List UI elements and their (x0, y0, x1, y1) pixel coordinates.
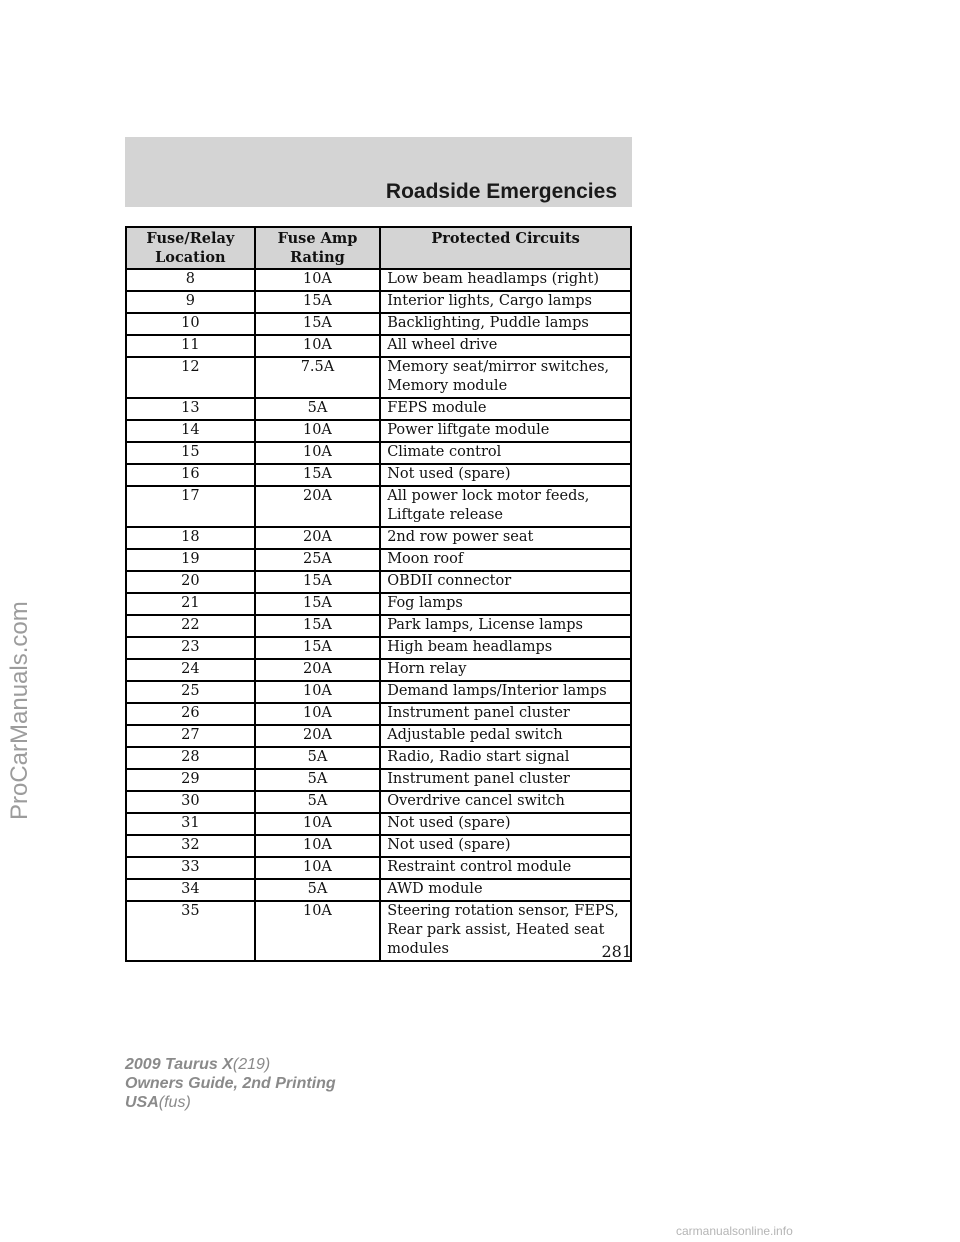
table-row (126, 269, 631, 291)
fuse-amp-rating: 10A (255, 442, 380, 464)
circuit-line: Not used (spare) (387, 466, 511, 482)
fuse-table (125, 226, 632, 962)
fuse-location: 22 (126, 615, 255, 637)
fuse-protected-circuits (380, 335, 631, 357)
fuse-amp-rating: 10A (255, 420, 380, 442)
circuit-line: Climate control (387, 444, 502, 460)
table-row (126, 442, 631, 464)
section-title: Roadside Emergencies (385, 180, 617, 203)
fuse-amp-rating: 15A (255, 291, 380, 313)
fuse-amp-rating: 15A (255, 593, 380, 615)
fuse-protected-circuits (380, 681, 631, 703)
fuse-location: 23 (126, 637, 255, 659)
bottom-watermark: carmanualsonline.info (676, 1224, 793, 1238)
circuit-line: Steering rotation sensor, FEPS, (387, 903, 619, 919)
fuse-protected-circuits (380, 769, 631, 791)
circuit-line: Memory seat/mirror switches, (387, 359, 610, 375)
fuse-protected-circuits (380, 835, 631, 857)
fuse-location: 13 (126, 398, 255, 420)
fuse-location: 19 (126, 549, 255, 571)
fuse-location: 21 (126, 593, 255, 615)
fuse-amp-rating: 5A (255, 791, 380, 813)
fuse-location: 31 (126, 813, 255, 835)
header-circuits-label: Protected Circuits (431, 230, 580, 247)
circuit-line: Fog lamps (387, 595, 463, 611)
table-row (126, 813, 631, 835)
fuse-location: 29 (126, 769, 255, 791)
fuse-amp-rating: 15A (255, 637, 380, 659)
fuse-amp-rating: 5A (255, 879, 380, 901)
page-number: 281 (601, 942, 632, 961)
fuse-amp-rating: 10A (255, 269, 380, 291)
fuse-protected-circuits (380, 269, 631, 291)
fuse-protected-circuits (380, 791, 631, 813)
fuse-location: 8 (126, 269, 255, 291)
circuit-line: Rear park assist, Heated seat (387, 922, 605, 938)
fuse-amp-rating: 10A (255, 901, 380, 961)
fuse-location: 14 (126, 420, 255, 442)
fuse-protected-circuits (380, 747, 631, 769)
fuse-protected-circuits (380, 442, 631, 464)
fuse-table-body (126, 269, 631, 961)
fuse-location: 15 (126, 442, 255, 464)
circuit-line: Liftgate release (387, 507, 503, 523)
footer-line1 (125, 1055, 336, 1074)
fuse-location: 35 (126, 901, 255, 961)
fuse-protected-circuits (380, 703, 631, 725)
fuse-location: 27 (126, 725, 255, 747)
fuse-amp-rating: 15A (255, 615, 380, 637)
table-row (126, 725, 631, 747)
header-location-line2: Location (155, 249, 226, 266)
table-row (126, 681, 631, 703)
circuit-line: Backlighting, Puddle lamps (387, 315, 589, 331)
fuse-amp-rating: 15A (255, 464, 380, 486)
circuit-line: 2nd row power seat (387, 529, 534, 545)
header-amp-line1: Fuse Amp (277, 230, 358, 247)
fuse-protected-circuits (380, 659, 631, 681)
table-row (126, 420, 631, 442)
circuit-line: Low beam headlamps (right) (387, 271, 599, 287)
table-row (126, 335, 631, 357)
table-row (126, 703, 631, 725)
table-row (126, 527, 631, 549)
table-row (126, 769, 631, 791)
fuse-amp-rating: 15A (255, 313, 380, 335)
table-row (126, 659, 631, 681)
fuse-protected-circuits (380, 420, 631, 442)
table-row (126, 291, 631, 313)
circuit-line: Not used (spare) (387, 815, 511, 831)
table-row (126, 857, 631, 879)
fuse-location: 33 (126, 857, 255, 879)
circuit-line: Restraint control module (387, 859, 572, 875)
table-row (126, 901, 631, 961)
fuse-protected-circuits (380, 725, 631, 747)
fuse-amp-rating: 10A (255, 813, 380, 835)
fuse-amp-rating: 5A (255, 747, 380, 769)
fuse-location: 17 (126, 486, 255, 527)
circuit-line: Overdrive cancel switch (387, 793, 565, 809)
fuse-location: 24 (126, 659, 255, 681)
table-row (126, 747, 631, 769)
table-row (126, 398, 631, 420)
fuse-protected-circuits (380, 291, 631, 313)
fuse-location: 28 (126, 747, 255, 769)
table-row (126, 615, 631, 637)
footer-region: USA (125, 1094, 159, 1111)
table-row (126, 571, 631, 593)
circuit-line: OBDII connector (387, 573, 512, 589)
table-row (126, 464, 631, 486)
fuse-amp-rating: 7.5A (255, 357, 380, 398)
footer-printing: Owners Guide, 2nd Printing (125, 1075, 336, 1092)
footer-imprint (125, 1055, 336, 1112)
circuit-line: Instrument panel cluster (387, 771, 570, 787)
circuit-line: AWD module (387, 881, 483, 897)
table-row (126, 486, 631, 527)
circuit-line: FEPS module (387, 400, 487, 416)
fuse-protected-circuits (380, 527, 631, 549)
fuse-location: 26 (126, 703, 255, 725)
circuit-line: All power lock motor feeds, (387, 488, 590, 504)
table-row (126, 879, 631, 901)
fuse-amp-rating: 20A (255, 725, 380, 747)
fuse-location: 34 (126, 879, 255, 901)
fuse-amp-rating: 25A (255, 549, 380, 571)
fuse-protected-circuits (380, 857, 631, 879)
fuse-location: 18 (126, 527, 255, 549)
circuit-line: Memory module (387, 378, 508, 394)
circuit-line: Adjustable pedal switch (387, 727, 563, 743)
footer-model-code: (219) (232, 1056, 271, 1073)
fuse-protected-circuits (380, 593, 631, 615)
fuse-amp-rating: 10A (255, 703, 380, 725)
fuse-amp-rating: 10A (255, 335, 380, 357)
header-amp-line2: Rating (290, 249, 345, 266)
fuse-location: 9 (126, 291, 255, 313)
fuse-protected-circuits (380, 571, 631, 593)
fuse-protected-circuits (380, 549, 631, 571)
table-row (126, 549, 631, 571)
fuse-amp-rating: 5A (255, 769, 380, 791)
fuse-location: 32 (126, 835, 255, 857)
header-amp-rating (255, 227, 380, 269)
fuse-amp-rating: 10A (255, 857, 380, 879)
fuse-amp-rating: 15A (255, 571, 380, 593)
circuit-line: Demand lamps/Interior lamps (387, 683, 607, 699)
fuse-amp-rating: 5A (255, 398, 380, 420)
fuse-protected-circuits (380, 879, 631, 901)
fuse-protected-circuits (380, 357, 631, 398)
fuse-protected-circuits (380, 813, 631, 835)
fuse-amp-rating: 10A (255, 835, 380, 857)
fuse-amp-rating: 20A (255, 659, 380, 681)
side-watermark: ProCarManuals.com (6, 601, 33, 820)
circuit-line: All wheel drive (387, 337, 498, 353)
fuse-protected-circuits (380, 398, 631, 420)
fuse-location: 16 (126, 464, 255, 486)
fuse-location: 11 (126, 335, 255, 357)
header-location (126, 227, 255, 269)
header-location-line1: Fuse/Relay (146, 230, 235, 247)
circuit-line: Not used (spare) (387, 837, 511, 853)
circuit-line: Instrument panel cluster (387, 705, 570, 721)
table-row (126, 835, 631, 857)
circuit-line: Moon roof (387, 551, 464, 567)
fuse-protected-circuits (380, 486, 631, 527)
fuse-location: 20 (126, 571, 255, 593)
circuit-line: Horn relay (387, 661, 467, 677)
fuse-protected-circuits (380, 637, 631, 659)
footer-line3 (125, 1093, 336, 1112)
table-row (126, 593, 631, 615)
fuse-location: 12 (126, 357, 255, 398)
circuit-line: Radio, Radio start signal (387, 749, 570, 765)
fuse-location: 30 (126, 791, 255, 813)
table-row (126, 313, 631, 335)
header-protected-circuits (380, 227, 631, 269)
fuse-location: 10 (126, 313, 255, 335)
fuse-protected-circuits (380, 615, 631, 637)
circuit-line: Interior lights, Cargo lamps (387, 293, 592, 309)
circuit-line: Power liftgate module (387, 422, 550, 438)
fuse-amp-rating: 20A (255, 527, 380, 549)
circuit-line: Park lamps, License lamps (387, 617, 583, 633)
table-row (126, 637, 631, 659)
circuit-line: High beam headlamps (387, 639, 553, 655)
table-header-row (126, 227, 631, 269)
table-row (126, 791, 631, 813)
footer-line2 (125, 1074, 336, 1093)
table-row (126, 357, 631, 398)
fuse-amp-rating: 10A (255, 681, 380, 703)
footer-region-code: (fus) (158, 1094, 191, 1111)
fuse-amp-rating: 20A (255, 486, 380, 527)
circuit-line: modules (387, 941, 449, 957)
fuse-protected-circuits (380, 464, 631, 486)
fuse-location: 25 (126, 681, 255, 703)
fuse-protected-circuits (380, 313, 631, 335)
footer-model: 2009 Taurus X (125, 1056, 233, 1073)
